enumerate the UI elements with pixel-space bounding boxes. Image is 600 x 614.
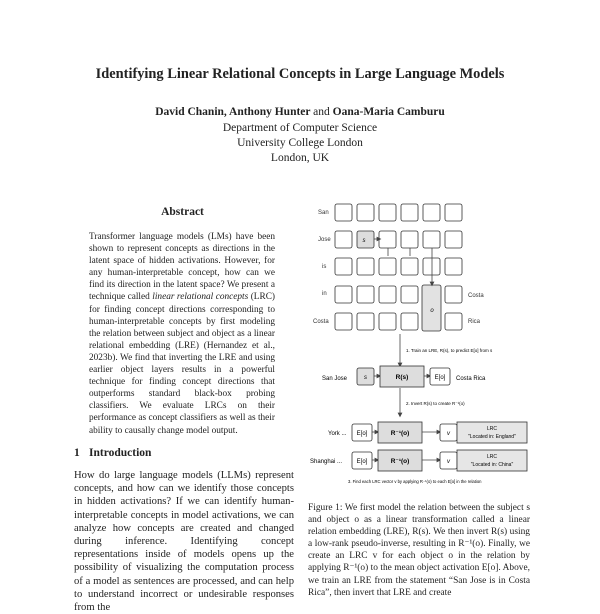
- activation-cell: [335, 258, 352, 275]
- token-label-2: Jose: [318, 237, 331, 243]
- token-label-4: in: [322, 291, 327, 297]
- lrc-2-concept-label: "Located in: China": [470, 462, 514, 468]
- activation-cell: [379, 204, 396, 221]
- activation-cell: [401, 258, 418, 275]
- lrc-2-eo-label: E[o]: [356, 459, 368, 465]
- object-label-rica: Rica: [468, 319, 481, 325]
- activation-cell: [423, 231, 440, 248]
- author-names-b: Oana-Maria Camburu: [332, 106, 445, 118]
- activation-cell: [335, 231, 352, 248]
- activation-cell: [357, 286, 374, 303]
- activation-cell: [335, 204, 352, 221]
- lre-s-label: s: [364, 375, 367, 381]
- abstract-text-part2: (LRC) for finding concept directions corresponding to human-interpretable concepts by first modeling the relation between subject and object as a linear relational embedding (LRE) (Hernandez et al., 2023b). We find that inverting the LRE and using earlier object layers results in a powerful technique for finding concept directions that outperforms standard black-box probing classifiers. We evaluate LRCs on their performance as concept classifiers as well as their ability to causally change model output.: [89, 292, 275, 436]
- abstract-heading: Abstract: [161, 206, 204, 218]
- activation-cell: [445, 286, 462, 303]
- abstract-body: [89, 231, 275, 437]
- abstract-italic-term: linear relational concepts: [152, 292, 249, 303]
- section-heading: [74, 447, 151, 459]
- lrc-1-v-label: v: [447, 431, 450, 437]
- activation-cell: [335, 286, 352, 303]
- affiliation-city: London, UK: [270, 152, 330, 164]
- lrc-2-v-label: v: [447, 459, 450, 465]
- activation-cell: [379, 286, 396, 303]
- introduction-text: How do large language models (LLMs) represent concepts, and how can we identify those concepts in hidden activations? If we can identify human-interpretable concepts in model activations, we can analyze how concepts are created and changed during inference. Identifying concept representations inside of models opens up the possibility of visualizing the computation process of a model as sentences are processed, and can help to understand incorrect or undesirable responses from the: [74, 470, 294, 614]
- object-label-costa: Costa: [468, 293, 484, 299]
- subject-s-label: s: [362, 238, 366, 244]
- lrc-1-lrc-label: LRC: [486, 426, 498, 432]
- activation-cell: [445, 204, 462, 221]
- activation-cell: [445, 313, 462, 330]
- token-label-3: is: [322, 264, 327, 270]
- activation-cell: [379, 313, 396, 330]
- object-o-label: o: [430, 308, 434, 314]
- lrc-1-eo-label: E[o]: [356, 431, 368, 437]
- activation-cell: [423, 258, 440, 275]
- token-label-5: Costa: [313, 319, 329, 325]
- activation-cell: [445, 258, 462, 275]
- lrc-1-subject-label: York ...: [328, 431, 347, 437]
- author-conjunction: and: [313, 106, 330, 118]
- lrc-2-subject-label: Shanghai ...: [310, 459, 343, 465]
- activation-cell: [357, 204, 374, 221]
- abstract-text-part1: Transformer language models (LMs) have been shown to represent concepts as directions in the latent space of hidden activations. However, for any human-interpretable concept, how can we find its direction in the latent space? We present a technique called: [89, 232, 275, 303]
- figure-caption: Figure 1: We first model the relation between the subject s and object o as a linear transformation called a linear relation embedding (LRE), R(s). We then invert R(s) using a low-rank pseudo-inverse, resulting in R⁻¹(o). Finally, we create an LRC v for each object o in the relation by applying R⁻¹(o) to the mean object activation E[o]. Above, we train an LRE from the statement “San Jose is in Costa Rica”, then invert that LRE and create: [308, 503, 530, 598]
- activation-cell: [357, 313, 374, 330]
- lre-subject-label: San Jose: [322, 376, 348, 382]
- affiliation-department: Department of Computer Science: [222, 122, 378, 134]
- lre-object-label: Costa Rica: [456, 376, 486, 382]
- author-names-a: David Chanin, Anthony Hunter: [155, 106, 311, 118]
- subject-activation-cell: [357, 231, 374, 248]
- activation-cell: [357, 258, 374, 275]
- activation-cell: [335, 313, 352, 330]
- section-number: 1: [74, 447, 80, 459]
- step-2-label: 2. Invert R(s) to create R⁻¹(o): [406, 401, 465, 406]
- lrc-2-rinv-label: R⁻¹(o): [390, 458, 410, 465]
- activation-cell: [423, 204, 440, 221]
- lrc-1-rinv-label: R⁻¹(o): [390, 430, 410, 437]
- author-line: [0, 106, 600, 118]
- activation-cell: [401, 204, 418, 221]
- activation-cell: [445, 231, 462, 248]
- lre-eo-label: E[o]: [434, 375, 446, 381]
- lrc-1-concept-label: "Located in: England": [468, 434, 516, 440]
- activation-cell: [379, 258, 396, 275]
- lrc-2-lrc-label: LRC: [486, 454, 498, 460]
- step-3-label: 3. Find each LRC vector v by applying R⁻¹(o) to each E[o] in the relation: [348, 479, 482, 484]
- lre-r-label: R(s): [395, 374, 409, 381]
- affiliation-university: University College London: [237, 137, 363, 149]
- activation-cell: [401, 286, 418, 303]
- activation-cell: [401, 231, 418, 248]
- token-label-1: San: [318, 210, 329, 216]
- section-title: Introduction: [89, 447, 152, 459]
- paper-title: Identifying Linear Relational Concepts in Large Language Models: [95, 66, 505, 82]
- step-1-label: 1. Train an LRE, R(s), to predict E[o] from s: [406, 348, 493, 353]
- activation-cell: [401, 313, 418, 330]
- figure-1-diagram: [300, 200, 535, 490]
- activation-cell: [379, 231, 396, 248]
